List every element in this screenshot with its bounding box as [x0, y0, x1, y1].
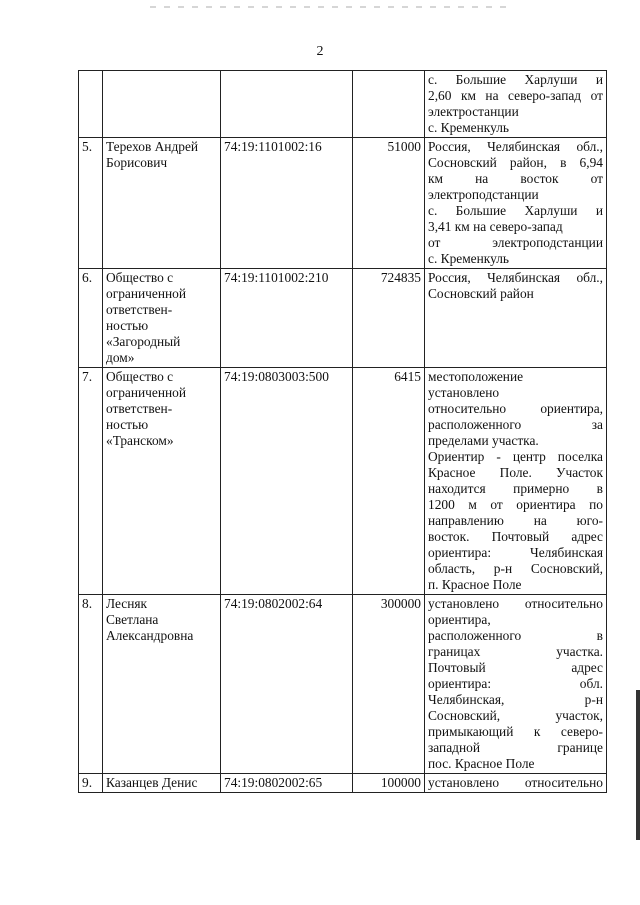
- scan-edge-mark: [636, 690, 640, 840]
- location-line: ориентира: Челябинская: [428, 545, 603, 560]
- area-value: 6415: [353, 368, 425, 595]
- location-line: западной границе: [428, 740, 603, 755]
- location-line: от электроподстанции: [428, 235, 603, 250]
- cadastral-number: 74:19:1101002:210: [221, 269, 353, 368]
- owner-line: Терехов Андрей: [106, 139, 199, 154]
- location-line: Сосновский район, в 6,94: [428, 155, 603, 170]
- owner-cell: [103, 774, 221, 793]
- page-number: 2: [316, 44, 324, 59]
- location-line: установлено относительно: [428, 596, 603, 611]
- owner-cell: [103, 138, 221, 269]
- owner-line: Александровна: [106, 628, 194, 643]
- location-line: находится примерно в: [428, 481, 603, 496]
- row-number: 9.: [79, 774, 103, 793]
- table-row: [79, 595, 607, 774]
- owner-line: Общество с: [106, 270, 174, 285]
- location-cell: [425, 774, 607, 793]
- location-line: электроподстанции: [428, 187, 539, 202]
- owner-line: Казанцев Денис: [106, 775, 198, 790]
- owner-line: ответствен-: [106, 401, 173, 416]
- location-line: примыкающий к северо-: [428, 724, 603, 739]
- cadastral-number: 74:19:0802002:64: [221, 595, 353, 774]
- location-line: установлено относительно: [428, 775, 603, 790]
- location-line: направлению на юго-: [428, 513, 603, 528]
- row-number: 7.: [79, 368, 103, 595]
- location-line: Челябинская, р-н: [428, 692, 603, 707]
- owner-line: ответствен-: [106, 302, 173, 317]
- table-row: [79, 774, 607, 793]
- location-line: 3,41 км на северо-запад: [428, 219, 563, 234]
- location-line: п. Красное Поле: [428, 577, 522, 592]
- owner-line: Лесняк: [106, 596, 148, 611]
- cadastral-number: [221, 71, 353, 138]
- location-line: с. Кременкуль: [428, 120, 510, 135]
- location-line: Ориентир - центр поселка: [428, 449, 603, 464]
- area-value: [353, 71, 425, 138]
- location-line: Сосновский район: [428, 286, 534, 301]
- location-line: местоположение: [428, 369, 524, 384]
- owner-line: «Транском»: [106, 433, 174, 448]
- location-line: км на восток от: [428, 171, 603, 186]
- location-line: пос. Красное Поле: [428, 756, 535, 771]
- location-line: восток. Почтовый адрес: [428, 529, 603, 544]
- cadastral-number: 74:19:0803003:500: [221, 368, 353, 595]
- table-row: [79, 71, 607, 138]
- row-number: 5.: [79, 138, 103, 269]
- owner-line: «Загородный: [106, 334, 181, 349]
- cadastral-number: 74:19:0802002:65: [221, 774, 353, 793]
- row-number: 6.: [79, 269, 103, 368]
- location-line: ориентира,: [428, 612, 491, 627]
- row-number: [79, 71, 103, 138]
- area-value: 100000: [353, 774, 425, 793]
- location-line: электростанции: [428, 104, 519, 119]
- owner-cell: [103, 71, 221, 138]
- owner-line: ограниченной: [106, 286, 187, 301]
- owner-line: дом»: [106, 350, 135, 365]
- location-line: с. Кременкуль: [428, 251, 510, 266]
- location-cell: [425, 71, 607, 138]
- cadastral-number: 74:19:1101002:16: [221, 138, 353, 269]
- location-line: Россия, Челябинская обл.,: [428, 139, 603, 154]
- location-cell: [425, 269, 607, 368]
- location-line: с. Большие Харлуши и: [428, 72, 603, 87]
- location-line: 1200 м от ориентира по: [428, 497, 603, 512]
- location-line: Почтовый адрес: [428, 660, 603, 675]
- location-line: Красное Поле. Участок: [428, 465, 603, 480]
- location-line: с. Большие Харлуши и: [428, 203, 603, 218]
- location-line: область, р-н Сосновский,: [428, 561, 603, 576]
- area-value: 51000: [353, 138, 425, 269]
- owner-line: Общество с: [106, 369, 174, 384]
- location-cell: [425, 595, 607, 774]
- owner-line: ностью: [106, 417, 149, 432]
- table-row: [79, 138, 607, 269]
- area-value: 300000: [353, 595, 425, 774]
- row-number: 8.: [79, 595, 103, 774]
- location-line: установлено: [428, 385, 500, 400]
- location-cell: [425, 368, 607, 595]
- location-line: Сосновский, участок,: [428, 708, 603, 723]
- location-line: ориентира: обл.: [428, 676, 603, 691]
- area-value: 724835: [353, 269, 425, 368]
- owner-cell: [103, 595, 221, 774]
- location-line: границах участка.: [428, 644, 603, 659]
- location-cell: [425, 138, 607, 269]
- location-line: расположенного в: [428, 628, 603, 643]
- owner-line: Борисович: [106, 155, 168, 170]
- location-line: 2,60 км на северо-запад от: [428, 88, 603, 103]
- location-line: пределами участка.: [428, 433, 539, 448]
- land-registry-table: [78, 70, 607, 793]
- owner-cell: [103, 269, 221, 368]
- table-row: [79, 269, 607, 368]
- location-line: расположенного за: [428, 417, 603, 432]
- owner-line: Светлана: [106, 612, 159, 627]
- owner-cell: [103, 368, 221, 595]
- owner-line: ностью: [106, 318, 149, 333]
- scan-artifact: [150, 6, 510, 8]
- location-line: Россия, Челябинская обл.,: [428, 270, 603, 285]
- owner-line: ограниченной: [106, 385, 187, 400]
- location-line: относительно ориентира,: [428, 401, 603, 416]
- table-row: [79, 368, 607, 595]
